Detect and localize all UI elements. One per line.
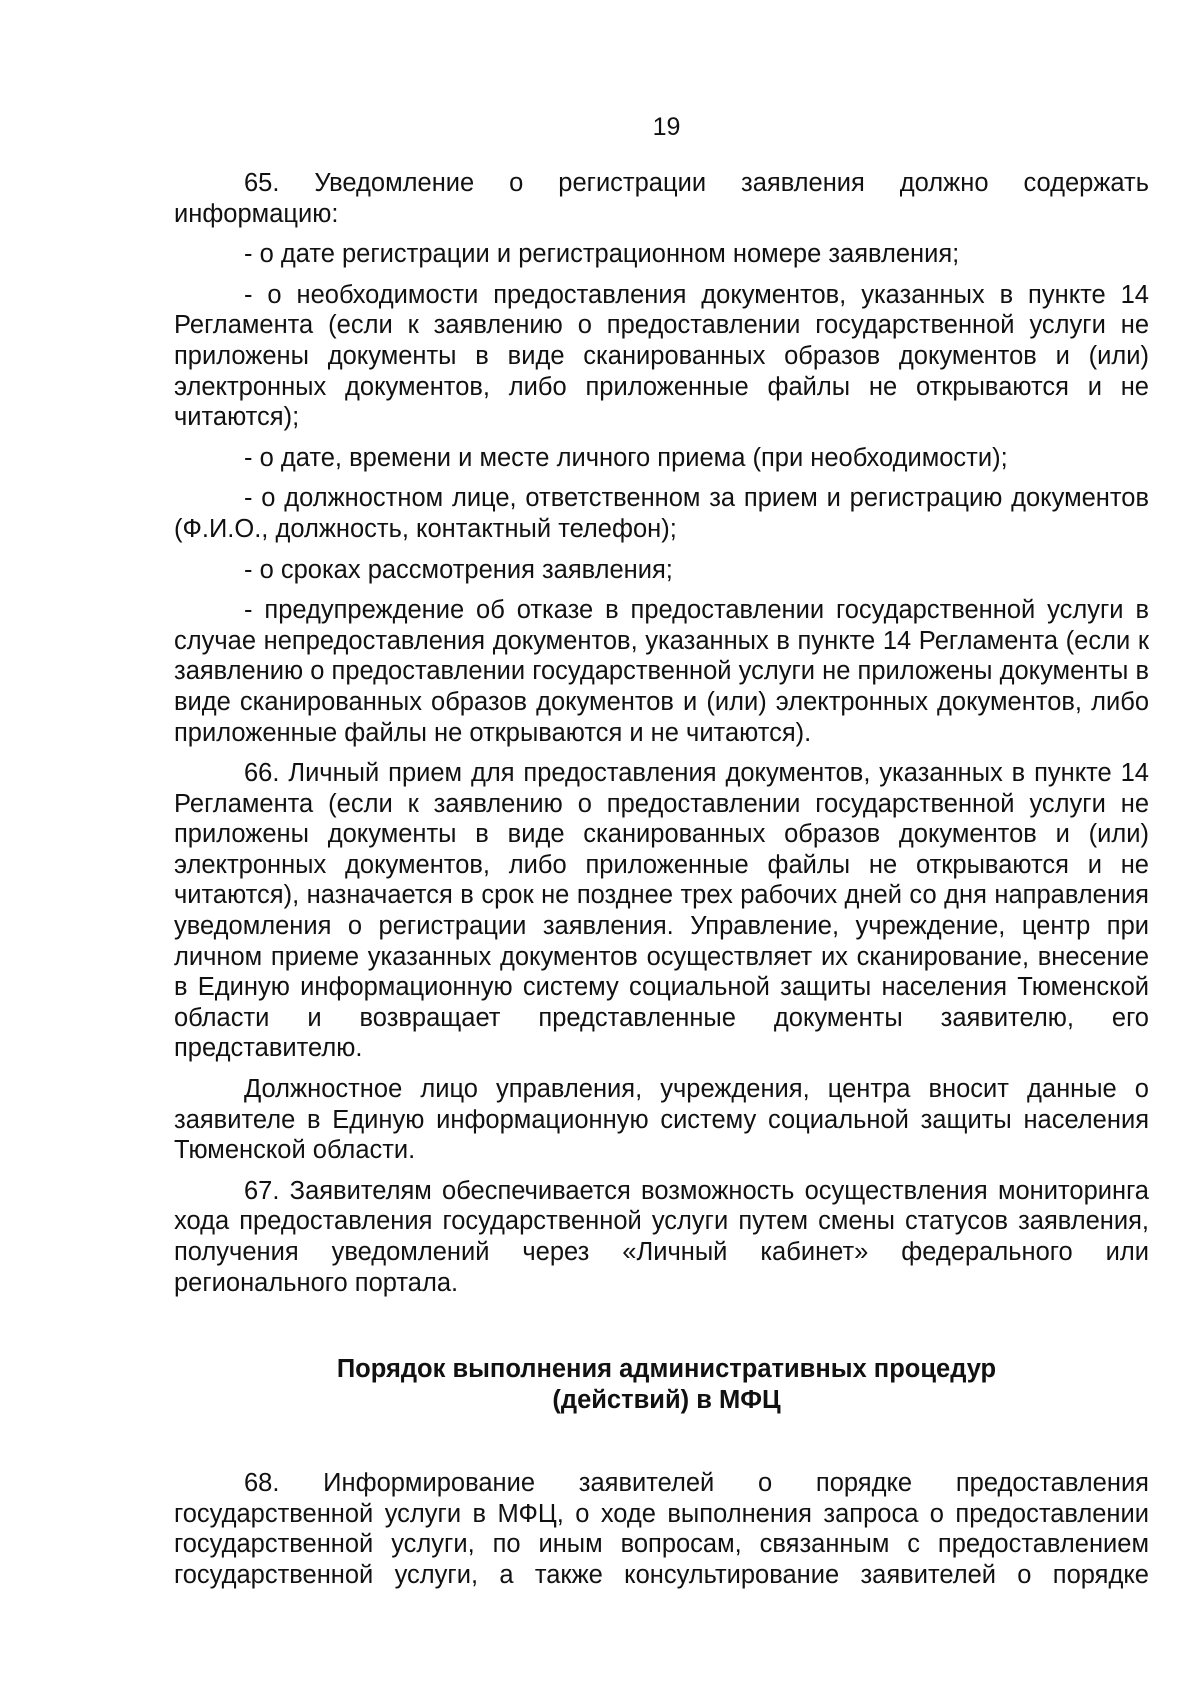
section-heading — [174, 1354, 1149, 1416]
paragraph-67: 67. Заявителям обеспечивается возможность осуществления мониторинга хода предоставления государственной услуги путем смены статусов заявления, получения уведомлений через «Личный кабинет» федерального или регионального портала. — [174, 1176, 1149, 1297]
list-item-personal-reception: - о дате, времени и месте личного приема (при необходимости); — [244, 443, 1008, 472]
paragraph-official-data-entry: Должностное лицо управления, учреждения, центра вносит данные о заявителе в Единую информационную систему социальной защиты населения Тюменской области. — [174, 1075, 1149, 1165]
list-item-responsible-official: - о должностном лице, ответственном за прием и регистрацию документов (Ф.И.О., должность, контактный телефон); — [174, 484, 1149, 543]
paragraph-65: 65. Уведомление о регистрации заявления должно содержать информацию: — [174, 169, 1149, 228]
section-heading-line-1: Порядок выполнения административных процедур — [336, 1355, 997, 1384]
paragraph-68: 68. Информирование заявителей о порядке предоставления государственной услуги в МФЦ, о ходе выполнения запроса о предоставлении государственной услуги, по иным вопросам, связанным с предоставлением государственной услуги, а также консультирование заявителей о порядке — [174, 1469, 1149, 1589]
document-page — [174, 112, 1149, 1601]
list-item-refusal-warning: - предупреждение об отказе в предоставлении государственной услуги в случае непредоставления документов, указанных в пункте 14 Регламента (если к заявлению о предоставлении государственной услуги не приложены документы в виде сканированных образов документов и (или) электронных документов, либо приложенные файлы не открываются и не читаются). — [174, 596, 1149, 747]
page-number: 19 — [652, 113, 681, 141]
list-item-documents-needed: - о необходимости предоставления документов, указанных в пункте 14 Регламента (если к заявлению о предоставлении государственной услуги не приложены документы в виде сканированных образов документов и (или) электронных документов, либо приложенные файлы не открываются и не читаются); — [174, 280, 1149, 432]
section-heading-line-2: (действий) в МФЦ — [552, 1386, 781, 1415]
list-item-review-terms: - о сроках рассмотрения заявления; — [244, 555, 673, 584]
list-item-registration-date: - о дате регистрации и регистрационном номере заявления; — [244, 240, 960, 269]
paragraph-66: 66. Личный прием для предоставления документов, указанных в пункте 14 Регламента (если к заявлению о предоставлении государственной услуги не приложены документы в виде сканированных образов документов и (или) электронных документов, либо приложенные файлы не открываются и не читаются), назначается в срок не позднее трех рабочих дней со дня направления уведомления о регистрации заявления. Управление, учреждение, центр при личном приеме указанных документов осуществляет их сканирование, внесение в Единую информационную систему социальной защиты населения Тюменской области и возвращает представленные документы заявителю, его представителю. — [174, 759, 1149, 1063]
